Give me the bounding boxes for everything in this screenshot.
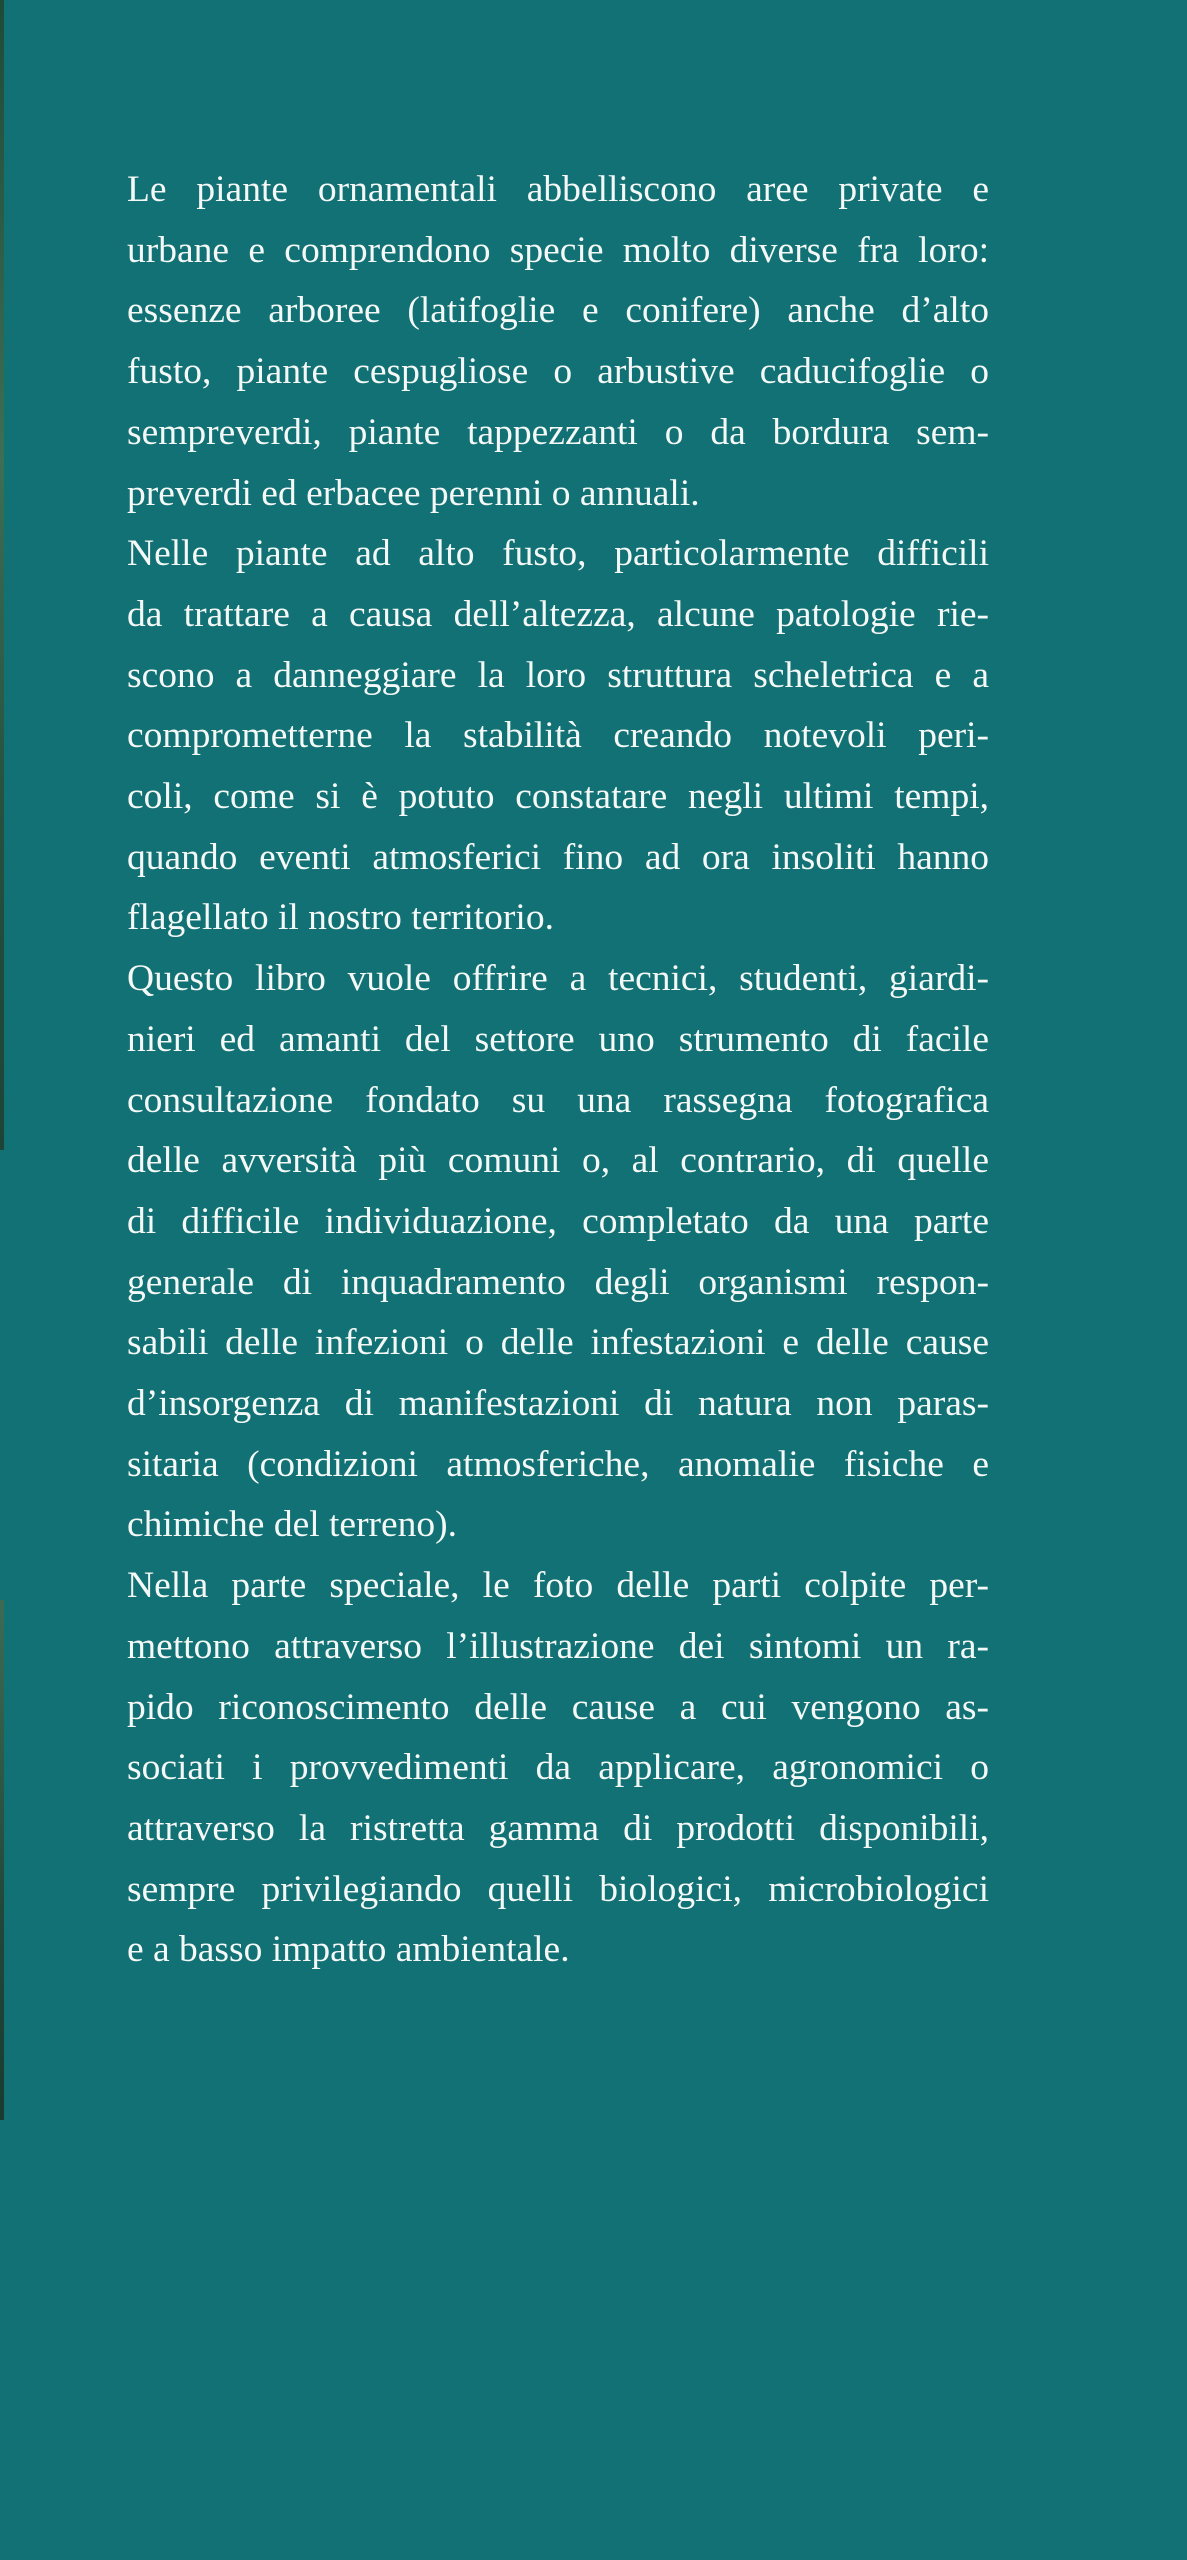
paragraph-4: [127, 1556, 989, 1981]
text-line: consultazione fondato su una rassegna fotografica: [127, 1079, 989, 1121]
text-line: Le piante ornamentali abbelliscono aree private e: [127, 169, 989, 210]
text-line: e a basso impatto ambientale.: [127, 1929, 570, 1971]
text-line: attraverso la ristretta gamma di prodotti disponibili,: [127, 1807, 989, 1849]
text-line: essenze arboree (latifoglie e conifere) anche d’alto: [127, 290, 989, 332]
text-line: di difficile individuazione, completato da una parte: [127, 1200, 989, 1242]
text-line: sabili delle infezioni o delle infestazioni e delle cause: [127, 1322, 989, 1364]
text-line: nieri ed amanti del settore uno strumento di facile: [127, 1018, 989, 1060]
cover-photo-edge-lower: [0, 1600, 4, 2120]
text-line: sitaria (condizioni atmosferiche, anomalie fisiche e: [127, 1443, 989, 1485]
text-line: quando eventi atmosferici fino ad ora insoliti hanno: [127, 836, 989, 878]
text-line: scono a danneggiare la loro struttura scheletrica e a: [127, 654, 989, 696]
text-line: da trattare a causa dell’altezza, alcune patologie rie-: [127, 593, 989, 635]
text-line: sociati i provvedimenti da applicare, agronomici o: [127, 1747, 989, 1789]
text-line: urbane e comprendono specie molto diverse fra loro:: [127, 229, 989, 271]
text-line: coli, come si è potuto constatare negli ultimi tempi,: [127, 776, 989, 818]
text-line: preverdi ed erbacee perenni o annuali.: [127, 472, 700, 514]
text-line: chimiche del terreno).: [127, 1504, 458, 1546]
text-line: d’insorgenza di manifestazioni di natura non paras-: [127, 1383, 989, 1425]
paragraph-2: [127, 524, 989, 949]
text-line: fusto, piante cespugliose o arbustive caducifoglie o: [127, 351, 989, 393]
text-line: delle avversità più comuni o, al contrario, di quelle: [127, 1140, 989, 1182]
text-line: pido riconoscimento delle cause a cui vengono as-: [127, 1686, 989, 1728]
text-line: Nella parte speciale, le foto delle parti colpite per-: [127, 1565, 989, 1607]
text-line: sempre privilegiando quelli biologici, microbiologici: [127, 1868, 989, 1910]
text-line: sempreverdi, piante tappezzanti o da bordura sem-: [127, 411, 989, 453]
text-line: flagellato il nostro territorio.: [127, 897, 554, 939]
text-line: generale di inquadramento degli organismi respon-: [127, 1261, 989, 1303]
text-line: Nelle piante ad alto fusto, particolarmente difficili: [127, 533, 989, 575]
text-line: mettono attraverso l’illustrazione dei sintomi un ra-: [127, 1625, 989, 1667]
cover-photo-edge: [0, 0, 4, 1150]
text-line: comprometterne la stabilità creando notevoli peri-: [127, 715, 989, 757]
blurb-text: [127, 160, 989, 1981]
text-line: Questo libro vuole offrire a tecnici, studenti, giardi-: [127, 958, 989, 1000]
paragraph-1: [127, 160, 989, 524]
paragraph-3: [127, 949, 989, 1556]
